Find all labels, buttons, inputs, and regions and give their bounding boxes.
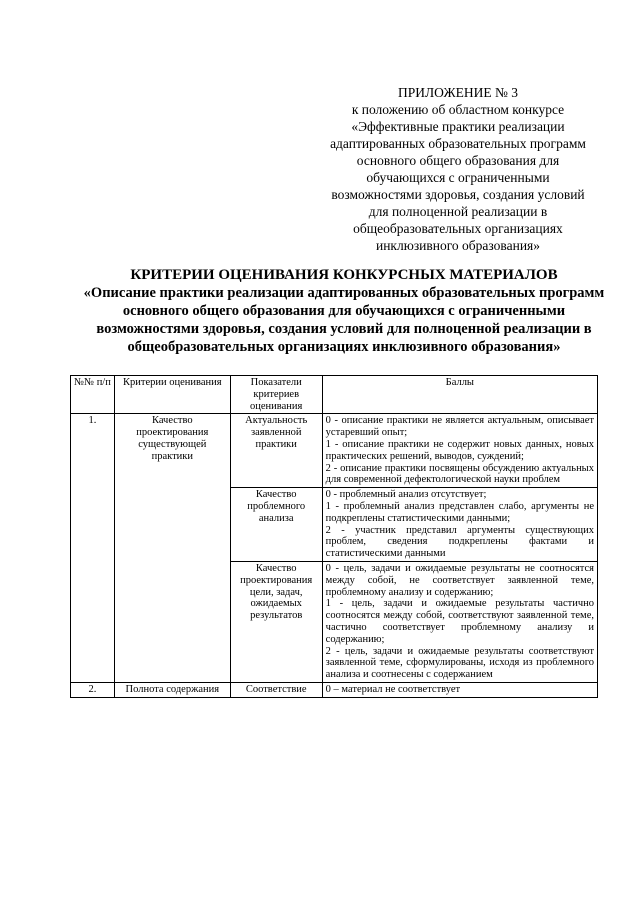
appendix-title: ПРИЛОЖЕНИЕ № 3	[397, 85, 519, 100]
document-subtitle: «Описание практики реализации адаптированных образовательных программ основного общего образования для обучающихся с ограниченными возможностями здоровья, создания условий для полноценной реализации в общеобразовательных организациях инклюзивного образования»	[83, 285, 605, 355]
indicator-cell: Качество проблемного анализа	[230, 488, 322, 562]
appendix-block	[300, 84, 616, 254]
score-line: 2 - участник представил аргументы существующих проблем, сведения подкреплены фактами и статистическими данными	[325, 524, 594, 560]
appendix-line: обучающихся с ограниченными	[366, 170, 550, 185]
scores-cell	[322, 414, 597, 488]
score-line: 2 - описание практики посвящены обсуждению актуальных для современной дефектологической науки проблем	[325, 462, 594, 486]
appendix-line: возможностями здоровья, создания условий	[331, 187, 585, 202]
criterion-cell: Полнота содержания	[114, 682, 230, 697]
appendix-line: к положению об областном конкурсе	[351, 102, 565, 117]
score-line: 1 - проблемный анализ представлен слабо, аргументы не подкреплены статистическими данными;	[325, 500, 594, 524]
header-indicators: Показатели критериев оценивания	[230, 376, 322, 414]
indicator-cell: Соответствие	[230, 682, 322, 697]
appendix-line: для полноценной реализации в	[368, 204, 548, 219]
document-title: КРИТЕРИИ ОЦЕНИВАНИЯ КОНКУРСНЫХ МАТЕРИАЛОВ	[130, 267, 558, 283]
row-num: 1.	[71, 414, 115, 683]
table-row	[71, 682, 598, 697]
indicator-cell: Качество проектирования цели, задач, ожидаемых результатов	[230, 561, 322, 682]
appendix-line: основного общего образования для	[356, 153, 560, 168]
criteria-table	[70, 375, 598, 698]
score-line: 1 - цель, задачи и ожидаемые результаты частично соотносятся между собой, соответствуют заявленной теме, частично соответствует проблемному анализу и содержанию;	[325, 598, 594, 645]
score-line: 1 - описание практики не содержит новых данных, новых практических решений, выводов, суждений;	[325, 438, 594, 462]
document-heading	[70, 266, 618, 356]
scores-cell: 0 – материал не соответствует	[322, 682, 597, 697]
scores-cell	[322, 488, 597, 562]
indicator-cell: Актуальность заявленной практики	[230, 414, 322, 488]
criterion-cell: Качество проектирования существующей практики	[114, 414, 230, 683]
row-num: 2.	[71, 682, 115, 697]
appendix-line: общеобразовательных организациях	[353, 221, 563, 236]
header-criteria: Критерии оценивания	[114, 376, 230, 414]
header-scores: Баллы	[322, 376, 597, 414]
table-header-row	[71, 376, 598, 414]
header-num: №№ п/п	[71, 376, 115, 414]
score-line: 0 - проблемный анализ отсутствует;	[325, 489, 487, 501]
score-line: 0 - цель, задачи и ожидаемые результаты не соотносятся между собой, не соответствует заявленной теме, проблемному анализу и содержанию;	[325, 562, 594, 598]
table-row	[71, 414, 598, 488]
appendix-line: адаптированных образовательных программ	[330, 136, 586, 151]
scores-cell	[322, 561, 597, 682]
score-line: 0 - описание практики не является актуальным, описывает устаревший опыт;	[325, 415, 594, 439]
score-line: 2 - цель, задачи и ожидаемые результаты соответствуют заявленной теме, сформулированы, исходя из проблемного анализа и соотнесены с содержанием	[325, 645, 594, 681]
appendix-line: «Эффективные практики реализации	[351, 119, 565, 134]
appendix-line: инклюзивного образования»	[375, 238, 541, 253]
